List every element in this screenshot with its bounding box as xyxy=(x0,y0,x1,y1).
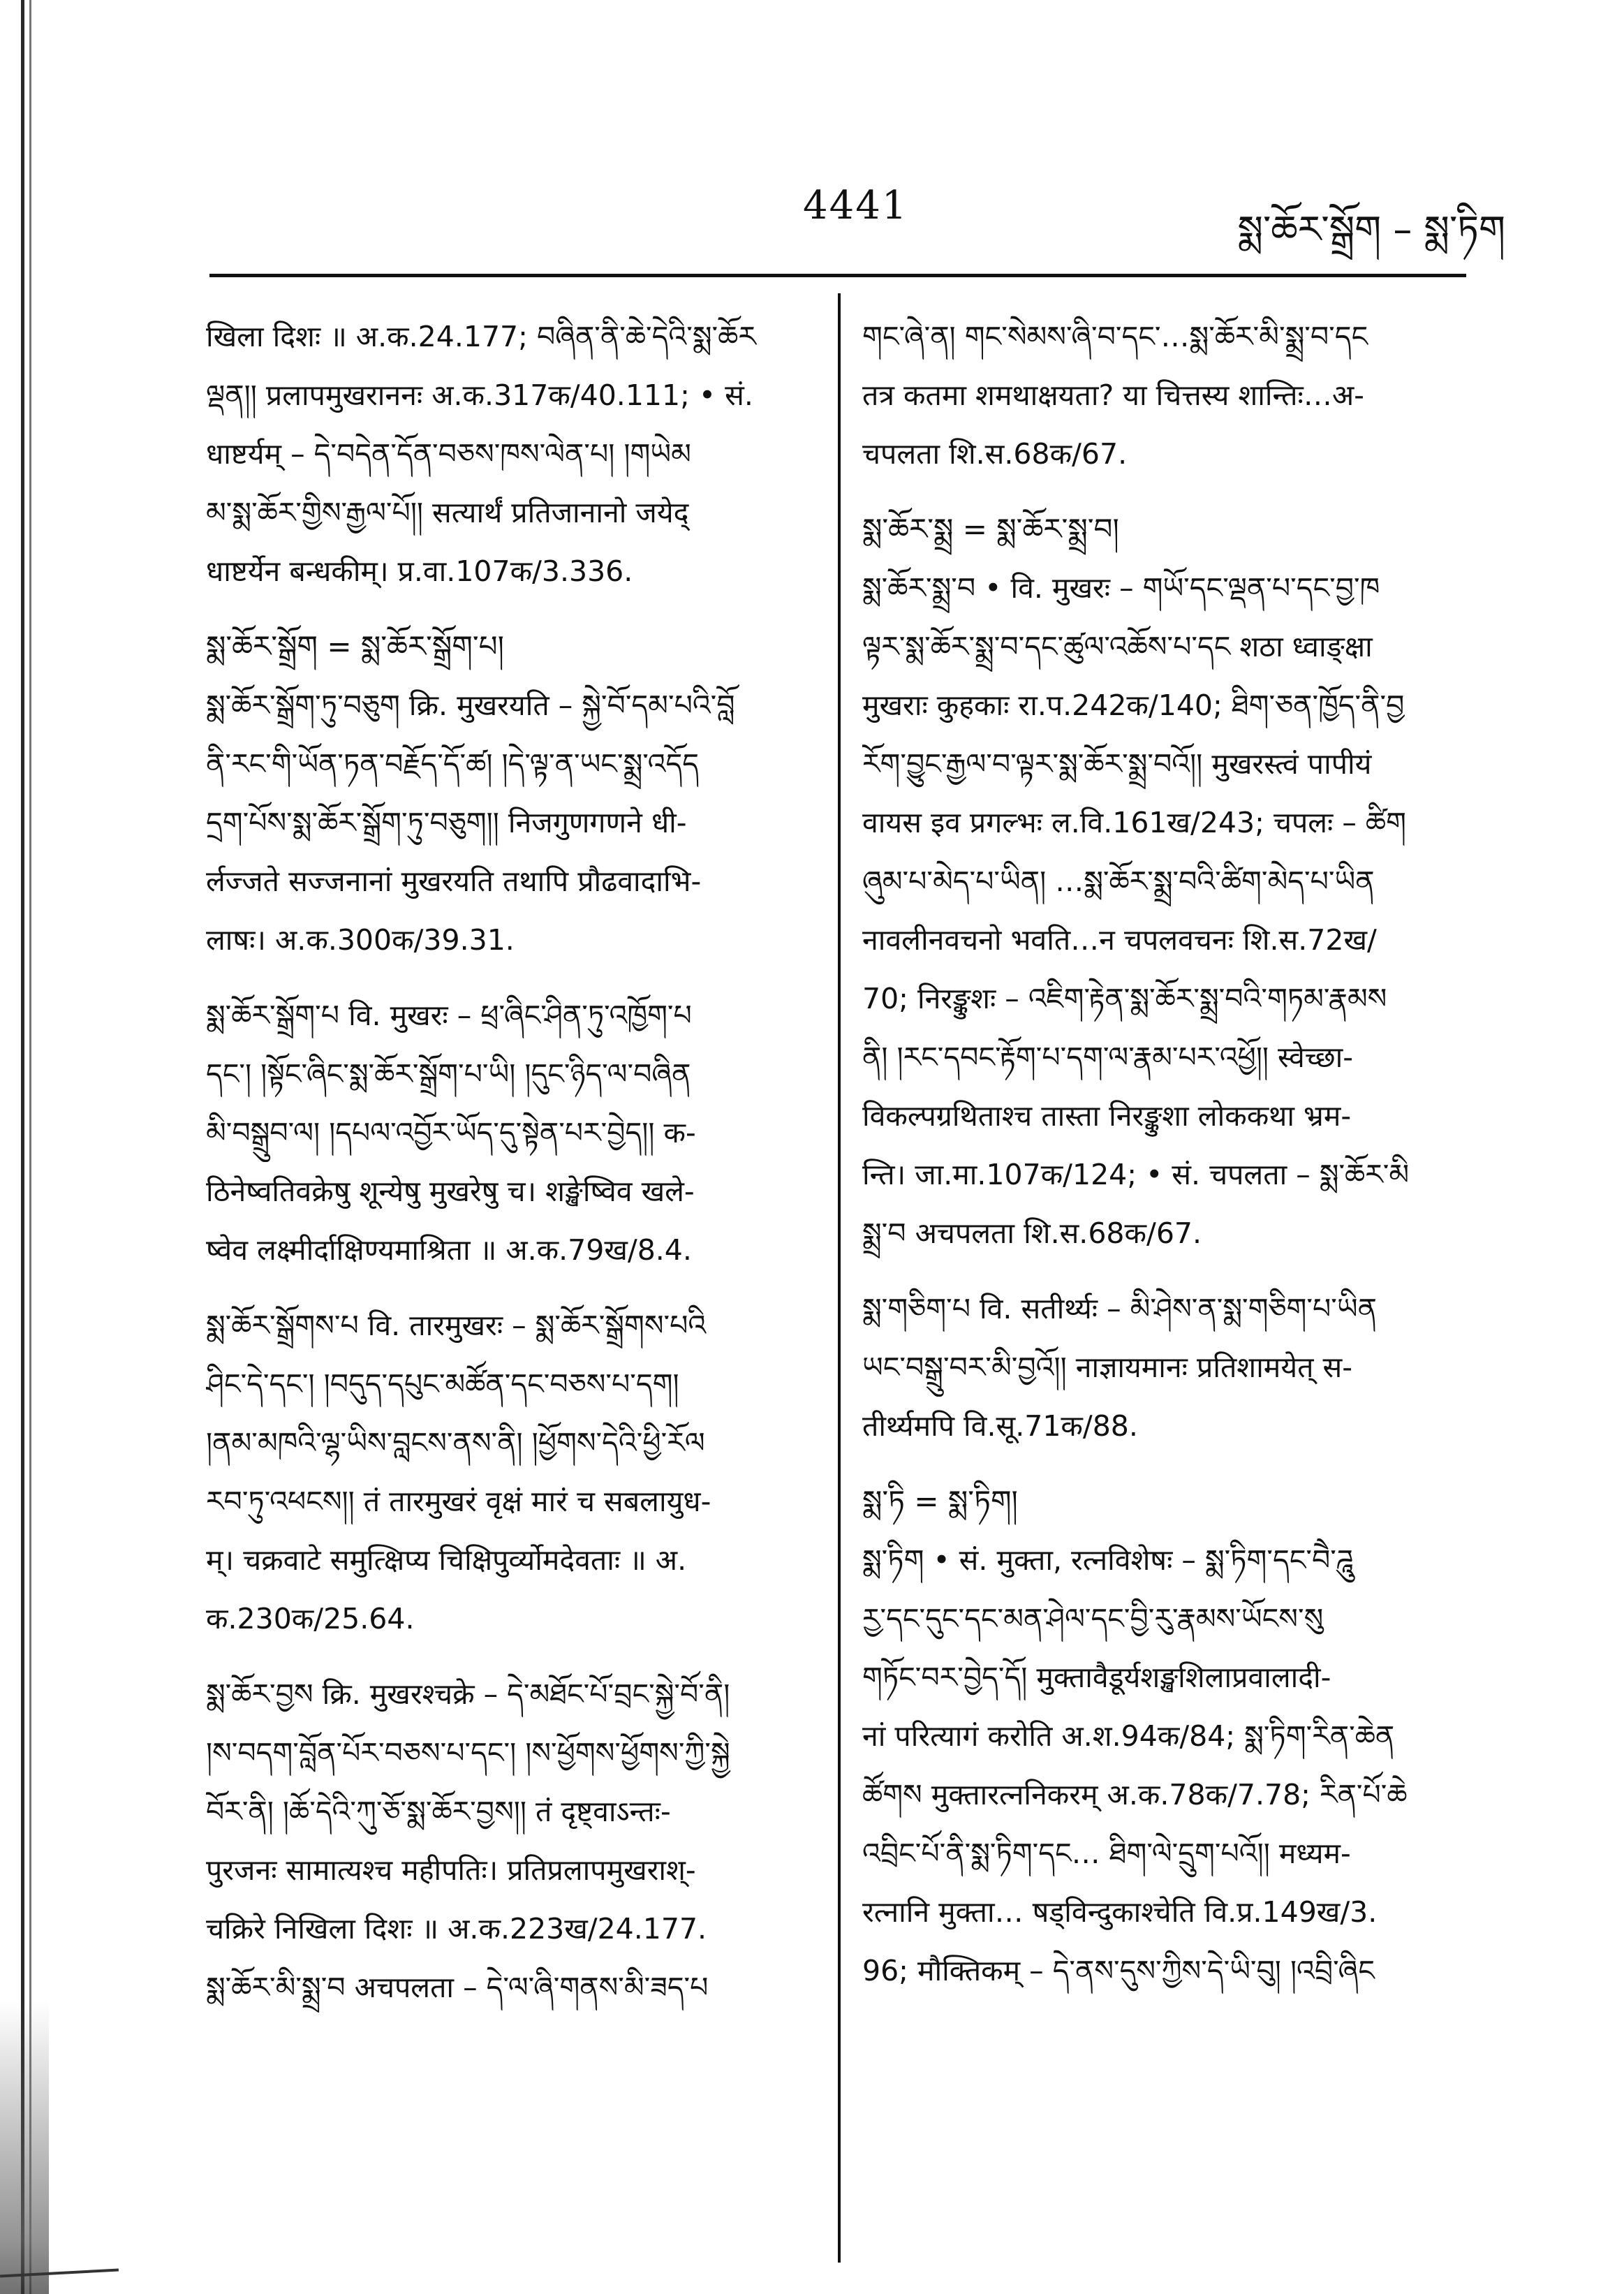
text-line: 70; निरङ्कुशः – འཇིག་རྟེན་སྨ་ཆོར་སྨྲ་བའི་གཏམ་རྣམས xyxy=(862,982,1387,1015)
header-rule xyxy=(209,274,1466,277)
text-line: འབྲིང་པོ་ནི་སྨ་ཏིག་དང… ཐིག་ལེ་དྲུག་པའོ།། मध्यम- xyxy=(862,1837,1351,1870)
text-line: नावलीनवचनो भवति…न चपलवचनः शि.स.72ख/ xyxy=(862,923,1377,957)
text-line: དང་། །སྟོང་ཞིང་སྨ་ཆོར་སྒྲོག་པ་ཡི། །དུང་ཉིད་ལ་བཞིན xyxy=(206,1057,691,1091)
text-line: རྱ་དང་དུང་དང་མན་ཤེལ་དང་བྱི་རུ་རྣམས་ཡོངས་སུ xyxy=(862,1602,1324,1635)
text-line: ठिनेष्वतिवक्रेषु शून्येषु मुखरेषु च। शङ्खेष्विव खले- xyxy=(206,1175,695,1208)
headword-entry: སྨ་ཏིག • सं. मुक्ता, रत्नविशेषः – སྨ་ཏིག་དང་བཻ་ཌཱུ xyxy=(862,1543,1353,1577)
headword-entry: སྨ་གཅིག་པ वि. सतीर्थ्यः – མི་ཤེས་ན་སྨ་གཅིག་པ་ཡིན xyxy=(862,1292,1377,1325)
headword-entry: སྨ་ཆོར་བྱས क्रि. मुखरश्चक्रे – དེ་མཐོང་པོ་བྲང་སྐྱེ་བོ་ནི། xyxy=(206,1677,730,1711)
text-line: མི་བསྒྲུབ་ལ། །དཔལ་འབྱོར་ཡོད་དུ་སྟེན་པར་བྱེད།། क- xyxy=(206,1116,696,1149)
text-line: न्ति। जा.मा.107क/124; • सं. चपलता – སྨ་ཆོར་མི xyxy=(862,1158,1410,1191)
scan-corner-smudge xyxy=(0,2001,49,2294)
text-line: ལྡན།། प्रलापमुखराननः अ.क.317क/40.111; • सं. xyxy=(206,378,753,412)
binding-edge xyxy=(21,0,24,2294)
text-line: पुरजनः सामात्यश्च महीपतिः। प्रतिप्रलापमुखराश्- xyxy=(206,1853,696,1887)
text-line: ནི། །རང་དབང་རྟོག་པ་དག་ལ་རྣམ་པར་འཕྱོ།། स्वेच्छा- xyxy=(862,1041,1354,1074)
text-line: བོར་ནི། །ཆོ་དེའི་ཀུ་ཅོ་སྨ་ཆོར་བྱས།། तं दृष्ट्वाऽन्तः- xyxy=(206,1795,671,1828)
text-line: विकल्पग्रथिताश्च तास्ता निरङ्कुशा लोककथा भ्रम- xyxy=(862,1099,1352,1133)
text-line: །ས་བདག་བློན་པོར་བཅས་པ་དང་། །ས་ཕྱོགས་ཕྱོགས་ཀྱི་སྐྱེ xyxy=(206,1736,730,1770)
headword-cross-reference: སྨ་ཏི = སྨ་ཏིག། xyxy=(862,1484,1018,1518)
headword-cross-reference: སྨ་ཆོར་སྨྲ = སྨ་ཆོར་སྨྲ་བ། xyxy=(862,512,1119,546)
text-line: क.230क/25.64. xyxy=(206,1602,415,1635)
text-line: रत्नानि मुक्ता… षड्विन्दुकाश्चेति वि.प्र.149ख/3. xyxy=(862,1895,1378,1929)
text-line: ནི་རང་གི་ཡོན་ཏན་བརྗོད་དོ་ཚ། །དེ་ལྟ་ན་ཡང་སྨྲ་འདོད xyxy=(206,747,699,781)
text-line: གང་ཞེ་ན། གང་སེམས་ཞི་བ་དང་…སྨ་ཆོར་མི་སྨྲ་བ་དང xyxy=(862,320,1368,353)
text-line: म्। चक्रवाटे समुत्क्षिप्य चिक्षिपुर्व्योमदेवताः ॥ अ. xyxy=(206,1543,687,1577)
left-column xyxy=(206,307,824,2017)
headword-entry: སྨ་ཆོར་སྒྲོགས་པ वि. तारमुखरः – སྨ་ཆོར་སྒྲོགས་པའི xyxy=(206,1309,707,1342)
page-number: 4441 xyxy=(803,183,908,228)
text-line: तत्र कतमा शमथाक्षयता? या चित्तस्य शान्तिः…अ- xyxy=(862,378,1364,412)
text-line: སྨྲ་བ अचपलता शि.स.68क/67. xyxy=(862,1216,1202,1250)
text-line: नां परित्यागं करोति अ.श.94क/84; སྨ་ཏིག་རིན་ཆེན xyxy=(862,1719,1395,1753)
text-line: तीर्थ्यमपि वि.सू.71क/88. xyxy=(862,1409,1138,1443)
text-line: र्लज्जते सज्जनानां मुखरयति तथापि प्रौढवादाभि- xyxy=(206,865,702,898)
headword-entry: སྨ་ཆོར་སྨྲ་བ • वि. मुखरः – གཡོ་དང་ལྡན་པ་དང་བྱ་ཁ xyxy=(862,571,1380,605)
column-divider xyxy=(838,293,841,2263)
text-line: खिला दिशः ॥ अ.क.24.177; བཞིན་ནི་ཆེ་དེའི་སྨ་ཆོར xyxy=(206,320,756,353)
text-line: ཤིང་དེ་དང་། །བདུད་དཔུང་མཚོན་དང་བཅས་པ་དག། xyxy=(206,1367,679,1401)
text-line: ཚོགས मुक्तारत्ननिकरम् अ.क.78क/7.78; རིན་པོ་ཆེ xyxy=(862,1778,1408,1811)
text-line: ལྟར་སྨ་ཆོར་སྨྲ་བ་དང་ཚུལ་འཆོས་པ་དང शठा ध्वाङ्क्षा xyxy=(862,630,1373,663)
text-line: རབ་ཏུ་འཕངས།། तं तारमुखरं वृक्षं मारं च सबलायुध- xyxy=(206,1485,711,1518)
text-line: མ་སྨ་ཆོར་གྱིས་རྒྱལ་པོ།། सत्यार्थं प्रतिजानानो जयेद् xyxy=(206,496,689,529)
text-line: मुखराः कुहकाः रा.प.242क/140; ཐིག་ཅན་ཁྱོད་ནི་བྱ xyxy=(862,689,1405,722)
text-line: चपलता शि.स.68क/67. xyxy=(862,437,1128,471)
binding-edge-shadow xyxy=(29,0,31,2294)
text-line: धाष्टर्यम् – དེ་བདེན་དོན་བཅས་ཁས་ལེན་པ། །གཡེམ xyxy=(206,437,691,471)
text-line: ཡང་བསྒྲུ་བར་མི་བྱའོ།། नाज्ञायमानः प्रतिशामयेत् स- xyxy=(862,1351,1353,1384)
text-line: वायस इव प्रगल्भः ल.वि.161ख/243; चपलः – ཚིག xyxy=(862,806,1406,839)
headword-entry: སྨ་ཆོར་མི་སྨྲ་བ अचपलता – དེ་ལ་ཞི་གནས་མི་ཟད་པ xyxy=(206,1971,709,2004)
text-line: གཏོང་བར་བྱེད་དོ། मुक्तावैडूर्यशङ्खशिलाप्रवालादी- xyxy=(862,1661,1331,1694)
text-line: धाष्टर्येन बन्धकीम्। प्र.वा.107क/3.336. xyxy=(206,554,633,588)
headword-entry: སྨ་ཆོར་སྒྲོག་པ वि. मुखरः – ཕྲ་ཞིང་ཤིན་ཏུ་འཁྱོག་པ xyxy=(206,999,692,1032)
text-line: རོག་བྱུང་རྒྱལ་བ་ལྟར་སྨ་ཆོར་སྨྲ་བའོ།། मुखरस्त्वं पापीयं xyxy=(862,747,1372,781)
right-column xyxy=(862,307,1466,2000)
headword-cross-reference: སྨ་ཆོར་སྒྲོག = སྨ་ཆོར་སྒྲོག་པ། xyxy=(206,629,504,663)
text-line: लाषः। अ.क.300क/39.31. xyxy=(206,923,515,957)
running-head: སྨ་ཆོར་སྒྲོག – སྨ་ཏིག xyxy=(1237,207,1505,251)
headword-entry: སྨ་ཆོར་སྒྲོག་ཏུ་བཅུག क्रि. मुखरयति – སྐྱེ་བོ་དམ་པའི་བློ xyxy=(206,689,735,722)
text-line: चक्रिरे निखिला दिशः ॥ अ.क.223ख/24.177. xyxy=(206,1912,707,1946)
text-line: 96; मौक्तिकम् – དེ་ནས་དུས་ཀྱིས་དེ་ཡི་བུ། །འབྲི་ཞིང xyxy=(862,1954,1375,1987)
text-line: །ནམ་མཁའི་ལྷ་ཡིས་བླངས་ནས་ནི། །ཕྱོགས་དེའི་ཕྱི་རོལ xyxy=(206,1426,705,1460)
text-line: ष्वेव लक्ष्मीर्दाक्षिण्यमाश्रिता ॥ अ.क.79ख/8.4. xyxy=(206,1233,692,1267)
text-line: དྲག་པོས་སྨ་ཆོར་སྒྲོག་ཏུ་བཅུག།། निजगुणगणने धी- xyxy=(206,806,687,839)
text-line: ཞུམ་པ་མེད་པ་ཡིན། …སྨ་ཆོར་སྨྲ་བའི་ཚིག་མེད་པ་ཡིན xyxy=(862,865,1375,898)
